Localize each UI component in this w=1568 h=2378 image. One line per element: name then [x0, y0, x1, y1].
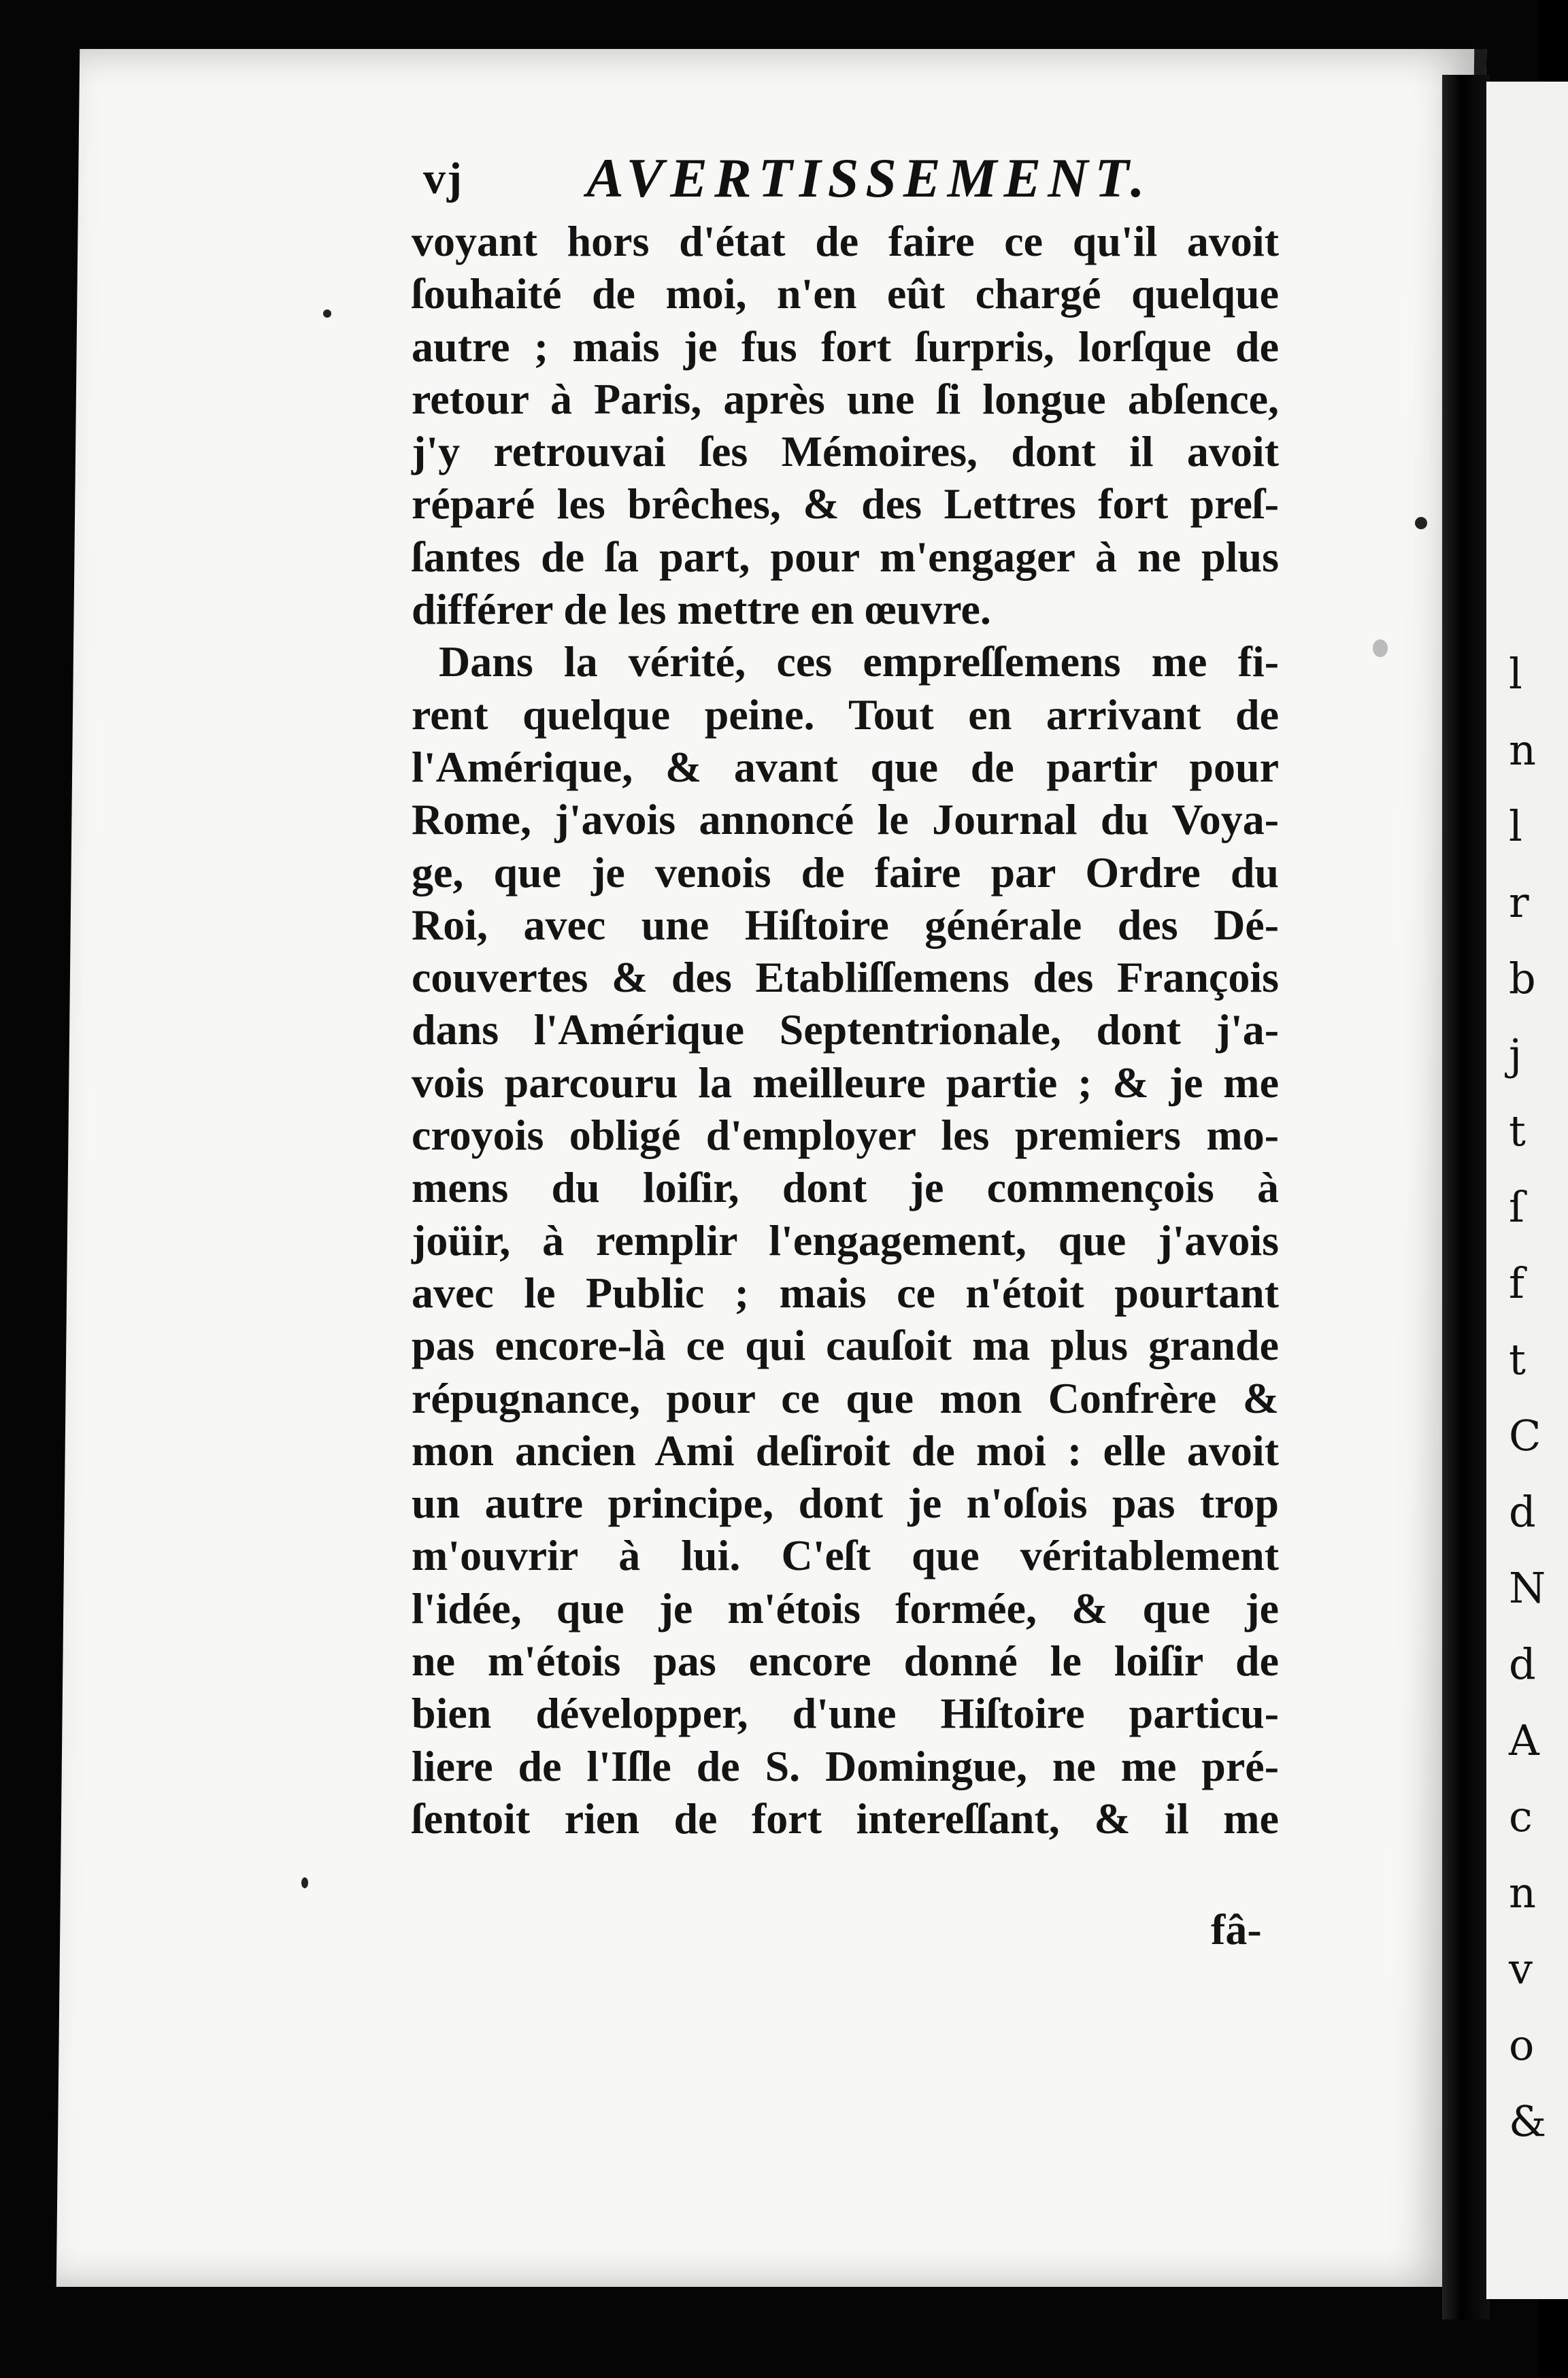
text-line: ne m'étois pas encore donné le loiſir de: [412, 1637, 1279, 1686]
body-text: [412, 215, 1279, 1845]
facing-page-letter: b: [1509, 954, 1536, 1003]
text-line: un autre principe, dont je n'oſois pas trop: [412, 1479, 1279, 1528]
text-line: m'ouvrir à lui. C'eſt que véritablement: [412, 1531, 1279, 1580]
facing-page-letter: v: [1509, 1944, 1533, 1994]
facing-page-letter: t: [1509, 1106, 1526, 1156]
facing-page-letter: l: [1509, 801, 1522, 851]
text-line: ſouhaité de moi, n'en eût chargé quelque: [412, 269, 1279, 318]
text-line: dans l'Amérique Septentrionale, dont j'a-: [412, 1005, 1279, 1054]
text-line: bien développer, d'une Hiſtoire particu-: [412, 1689, 1279, 1738]
facing-page-letter: N: [1509, 1563, 1546, 1613]
text-line: l'idée, que je m'étois formée, & que je: [412, 1584, 1279, 1632]
facing-page-letter: o: [1509, 2020, 1535, 2070]
page-header: [423, 146, 1280, 214]
facing-page-letter: l: [1509, 649, 1522, 699]
text-line: Rome, j'avois annoncé le Journal du Voya-: [412, 795, 1279, 844]
text-line: Roi, avec une Hiſtoire générale des Dé-: [412, 900, 1279, 949]
text-line: avec le Public ; mais ce n'étoit pourtant: [412, 1268, 1279, 1317]
text-line: j'y retrouvai ſes Mémoires, dont il avoit: [412, 427, 1279, 476]
facing-page-letter: &: [1509, 2096, 1547, 2146]
text-line: vois parcouru la meilleure partie ; & je me: [412, 1058, 1279, 1107]
running-title: AVERTISSEMENT.: [586, 147, 1152, 209]
text-line: ge, que je venois de faire par Ordre du: [412, 848, 1279, 897]
facing-page-letter: r: [1509, 877, 1529, 927]
text-line: mon ancien Ami deſiroit de moi : elle avoit: [412, 1426, 1279, 1475]
text-line: ſentoit rien de fort intereſſant, & il me: [412, 1794, 1279, 1843]
facing-page-letter: A: [1509, 1715, 1539, 1765]
text-line: voyant hors d'état de faire ce qu'il avoit: [412, 217, 1279, 265]
ink-speck: [301, 1877, 308, 1888]
text-line: croyois obligé d'employer les premiers mo-: [412, 1111, 1279, 1160]
facing-page-letter: t: [1509, 1335, 1526, 1384]
text-line: réparé les brêches, & des Lettres fort preſ-: [412, 480, 1279, 529]
text-line: l'Amérique, & avant que de partir pour: [412, 742, 1279, 791]
text-line: liere de l'Iſle de S. Domingue, ne me pré-: [412, 1741, 1279, 1790]
facing-page-letter: j: [1509, 1030, 1522, 1079]
book-gutter: [1442, 75, 1490, 2320]
text-line: rent quelque peine. Tout en arrivant de: [412, 690, 1279, 739]
facing-page-letter: ſ: [1509, 1182, 1524, 1232]
ink-speck: [323, 309, 331, 318]
paragraph-start-line: Dans la vérité, ces empreſſemens me fi-: [439, 637, 1279, 686]
facing-page-letter: C: [1509, 1411, 1541, 1460]
text-line: retour à Paris, après une ſi longue abſence,: [412, 374, 1279, 423]
text-line: répugnance, pour ce que mon Confrère &: [412, 1373, 1279, 1422]
text-line: mens du loiſir, dont je commençois à: [412, 1163, 1279, 1212]
facing-page-letter: f: [1509, 1258, 1524, 1308]
text-line: différer de les mettre en œuvre.: [412, 585, 991, 634]
ink-speck: [1415, 517, 1427, 529]
facing-page-letter: n: [1509, 725, 1536, 775]
text-line: pas encore-là ce qui cauſoit ma plus grande: [412, 1321, 1279, 1370]
text-line: joüir, à remplir l'engagement, que j'avois: [412, 1216, 1279, 1265]
page-number: vj: [423, 154, 463, 203]
ink-speck: [1373, 639, 1388, 657]
text-line: autre ; mais je fus fort ſurpris, lorſque de: [412, 322, 1279, 371]
text-line: ſantes de ſa part, pour m'engager à ne plus: [412, 532, 1279, 581]
facing-page-letter: d: [1509, 1487, 1536, 1537]
facing-page-letter: c: [1509, 1792, 1533, 1841]
facing-page-letter: d: [1509, 1639, 1536, 1689]
facing-page-letter: n: [1509, 1868, 1536, 1918]
text-line: couvertes & des Etabliſſemens des François: [412, 953, 1279, 1002]
catchword: fâ-: [1211, 1905, 1262, 1954]
